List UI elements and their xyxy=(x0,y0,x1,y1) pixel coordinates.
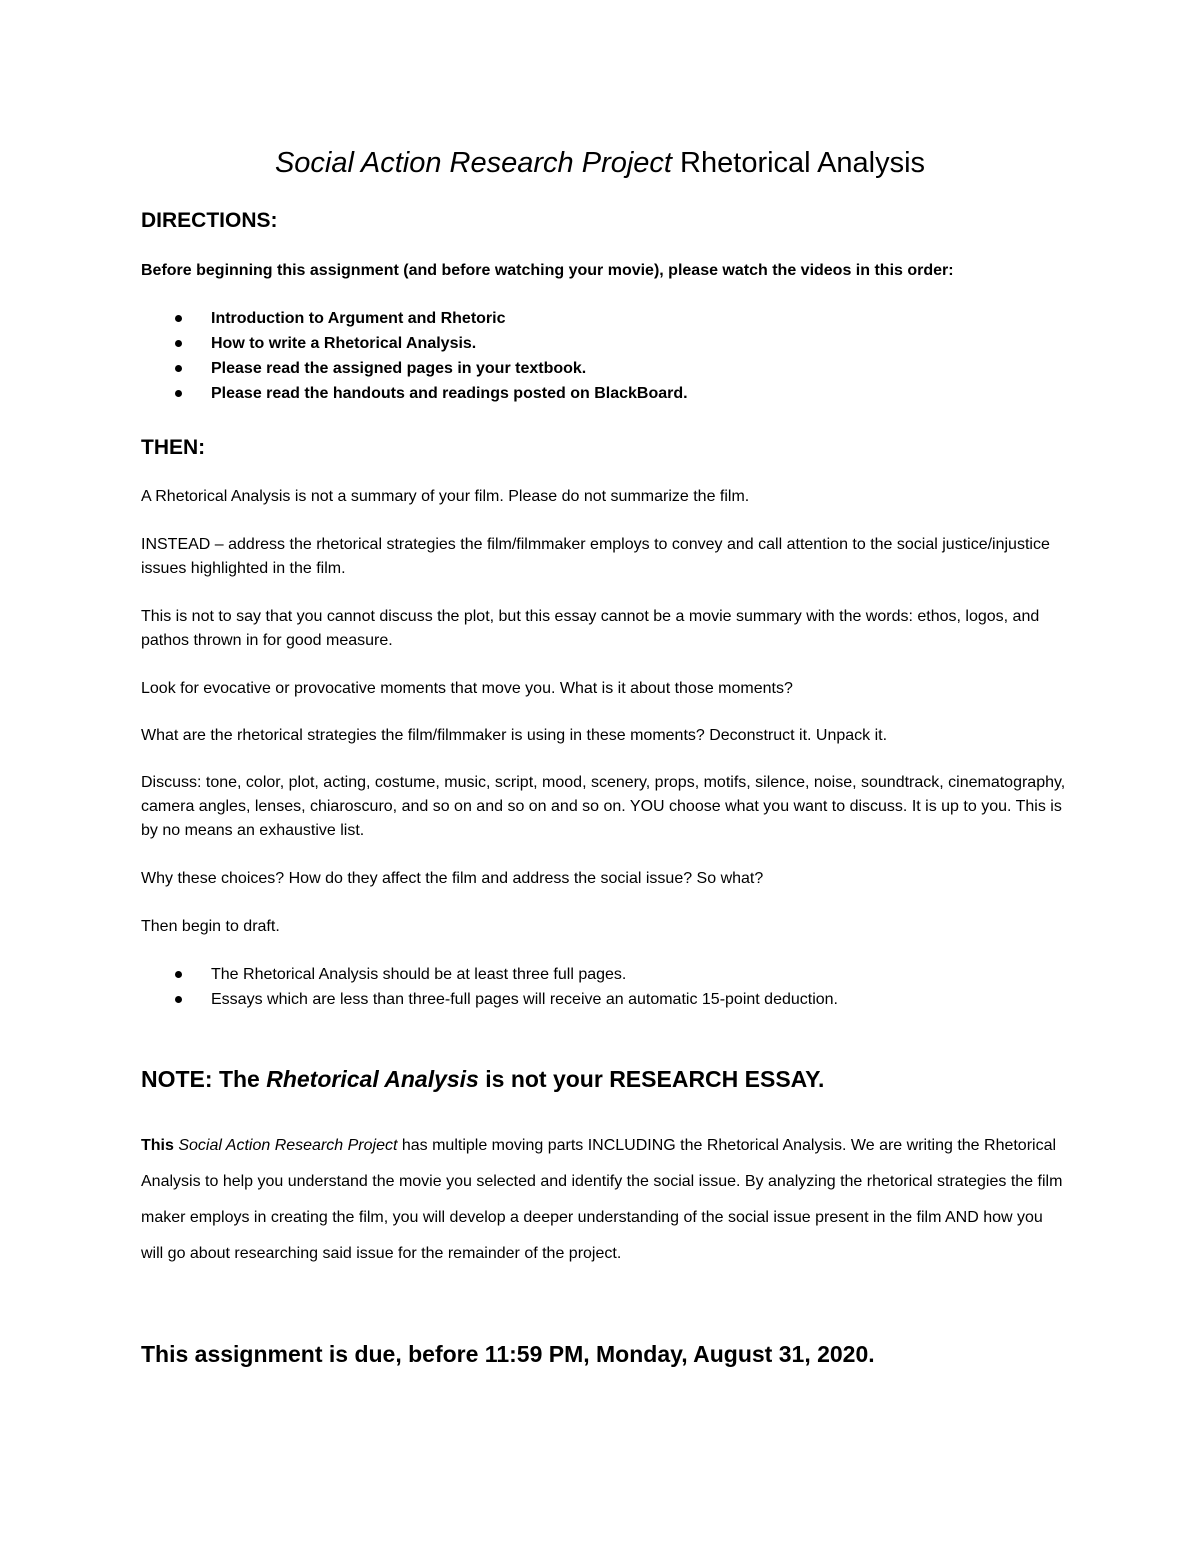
bullet-icon xyxy=(175,340,182,347)
then-heading: THEN: xyxy=(141,436,206,459)
bullet-icon xyxy=(175,996,182,1003)
note-body-italic: Social Action Research Project xyxy=(178,1137,398,1154)
paragraph-instead: INSTEAD – address the rhetorical strategies the film/filmmaker employs to convey and call attention to the social justice/injustice issues highlighted in the film. xyxy=(141,536,1050,577)
directions-heading: DIRECTIONS: xyxy=(141,209,278,232)
bullet-icon xyxy=(175,971,182,978)
title-rest: Rhetorical Analysis xyxy=(672,147,926,179)
list-item: Essays which are less than three-full pages will receive an automatic 15-point deduction. xyxy=(141,987,1041,1012)
bullet-icon xyxy=(175,390,182,397)
paragraph-discuss: Discuss: tone, color, plot, acting, costume, music, script, mood, scenery, props, motifs, silence, noise, soundtrack, cinematography, camera angles, lenses, chiaroscuro, and so on and so on and so on. YOU choose what you want to discuss. It is up to you. This is by no means an exhaustive list. xyxy=(141,774,1066,839)
intro-paragraph: Before beginning this assignment (and before watching your movie), please watch the videos in this order: xyxy=(141,262,954,279)
paragraph-draft: Then begin to draft. xyxy=(141,918,280,935)
title-italic: Social Action Research Project xyxy=(274,147,672,179)
note-body: This Social Action Research Project has multiple moving parts INCLUDING the Rhetorical Analysis. We are writing the Rhetorical Analysis to help you understand the movie you selected and identify the social issue. By analyzing the rhetorical strategies the film maker employs in creating the film, you will develop a deeper understanding of the social issue present in the film AND how you will go about researching said issue for the remainder of the project. xyxy=(141,1137,1063,1262)
paragraph-plot: This is not to say that you cannot discuss the plot, but this essay cannot be a movie summary with the words: ethos, logos, and pathos thrown in for good measure. xyxy=(141,608,1040,649)
document-title xyxy=(0,143,1200,183)
requirements-list xyxy=(141,962,1041,1012)
list-item: How to write a Rhetorical Analysis. xyxy=(141,331,1041,356)
paragraph-why: Why these choices? How do they affect the film and address the social issue? So what? xyxy=(141,870,764,887)
list-item: Introduction to Argument and Rhetoric xyxy=(141,306,1041,331)
list-item: Please read the assigned pages in your textbook. xyxy=(141,356,1041,381)
bullet-icon xyxy=(175,315,182,322)
paragraph-moments: Look for evocative or provocative moments that move you. What is it about those moments? xyxy=(141,680,793,697)
bullet-icon xyxy=(175,365,182,372)
list-item: The Rhetorical Analysis should be at least three full pages. xyxy=(141,962,1041,987)
due-date-statement: This assignment is due, before 11:59 PM, Monday, August 31, 2020. xyxy=(141,1341,875,1367)
paragraph-strategies: What are the rhetorical strategies the film/filmmaker is using in these moments? Deconstruct it. Unpack it. xyxy=(141,727,888,744)
note-heading: NOTE: The Rhetorical Analysis is not your RESEARCH ESSAY. xyxy=(141,1066,825,1092)
note-heading-italic: Rhetorical Analysis xyxy=(266,1066,479,1092)
paragraph-not-summary: A Rhetorical Analysis is not a summary of your film. Please do not summarize the film. xyxy=(141,488,750,505)
list-item: Please read the handouts and readings posted on BlackBoard. xyxy=(141,381,1041,406)
video-list xyxy=(141,306,1041,406)
